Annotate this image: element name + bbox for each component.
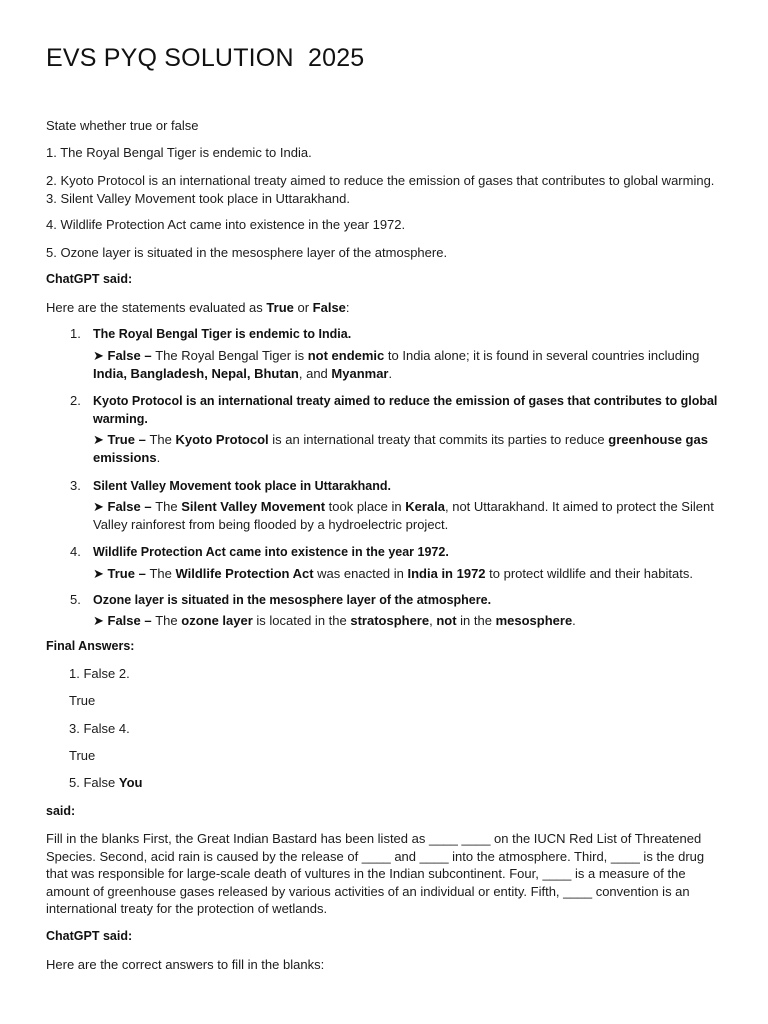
list-item-explanation: ➤ False – The Silent Valley Movement took place in Kerala, not Uttarakhand. It aimed to protect the Silent Valley rainforest from being flooded by a hydroelectric project. (93, 499, 714, 532)
final-answer-line: 5. False You (69, 775, 143, 790)
list-item-statement: Wildlife Protection Act came into existence in the year 1972. (93, 545, 449, 559)
list-item-explanation: ➤ False – The ozone layer is located in the stratosphere, not in the mesosphere. (93, 613, 576, 628)
chatgpt-said-label: ChatGPT said: (46, 272, 133, 286)
list-item-number: 3. (70, 478, 81, 493)
list-item-statement: The Royal Bengal Tiger is endemic to India. (93, 327, 352, 341)
list-item-statement: Ozone layer is situated in the mesosphere layer of the atmosphere. (93, 593, 492, 607)
prompt-intro: State whether true or false (46, 118, 199, 133)
list-item-number: 4. (70, 544, 81, 559)
answer2-intro: Here are the correct answers to fill in the blanks: (46, 957, 325, 972)
final-answer-line: True (69, 748, 96, 763)
final-answer-line: 3. False 4. (69, 721, 130, 736)
chatgpt-said-label: ChatGPT said: (46, 929, 133, 943)
fill-blanks-prompt: Fill in the blanks First, the Great Indian Bastard has been listed as ____ ____ on the IUCN Red List of Threatened Species. Second, acid rain is caused by the release of ____ and ____ into the atmosphere. Third, ____ is the drug that was responsible for large-scale death of vultures in the Indian subcontinent. Four, ____ is a measure of the amount of greenhouse gases released by various activities of an individual or entity. Fifth, ____ convention is an international treaty for the protection of wetlands. (46, 831, 705, 916)
list-item-number: 1. (70, 326, 81, 341)
list-item-statement: Silent Valley Movement took place in Uttarakhand. (93, 479, 391, 493)
list-item-explanation: ➤ True – The Kyoto Protocol is an international treaty that commits its parties to reduce greenhouse gas emissions. (93, 432, 708, 465)
page-title: EVS PYQ SOLUTION 2025 (46, 44, 365, 72)
list-item-number: 5. (70, 592, 81, 607)
final-answer-line: 1. False 2. (69, 666, 130, 681)
question-4: 4. Wildlife Protection Act came into existence in the year 1972. (46, 217, 406, 232)
final-answer-line: True (69, 693, 96, 708)
question-2-3: 2. Kyoto Protocol is an international treaty aimed to reduce the emission of gases that contributes to global warming. 3. Silent Valley Movement took place in Uttarakhand. (46, 173, 715, 206)
list-item-statement: Kyoto Protocol is an international treaty aimed to reduce the emission of gases that contributes to global warming. (93, 394, 718, 426)
final-answers-heading: Final Answers: (46, 639, 135, 653)
list-item-explanation: ➤ True – The Wildlife Protection Act was enacted in India in 1972 to protect wildlife and their habitats. (93, 566, 693, 581)
answer-intro: Here are the statements evaluated as True or False: (46, 300, 350, 315)
question-1: 1. The Royal Bengal Tiger is endemic to India. (46, 145, 312, 160)
list-item-explanation: ➤ False – The Royal Bengal Tiger is not endemic to India alone; it is found in several countries including India, Bangladesh, Nepal, Bhutan, and Myanmar. (93, 348, 700, 381)
question-5: 5. Ozone layer is situated in the mesosphere layer of the atmosphere. (46, 245, 448, 260)
list-item-number: 2. (70, 393, 81, 408)
you-said-label: said: (46, 804, 76, 818)
